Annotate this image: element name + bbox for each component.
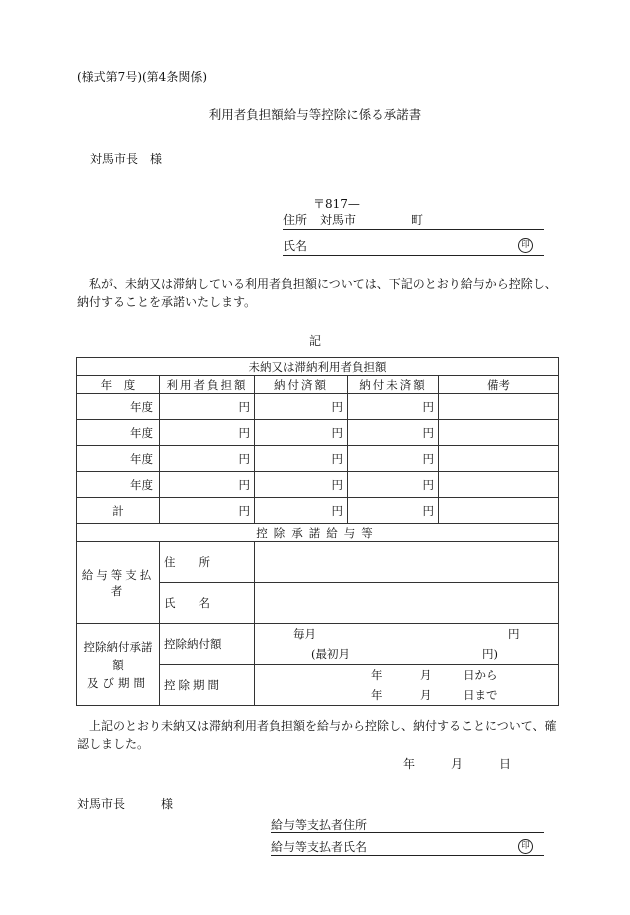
- date-year: 年: [403, 757, 416, 771]
- section-arrears-title: 未納又は滞納利用者負担額: [77, 358, 559, 376]
- section-deduction-title: 控除承諾給与等: [77, 524, 559, 542]
- deduction-approval-label-line1: 控除納付承諾額: [83, 639, 153, 672]
- table-row: [77, 472, 559, 498]
- col-unpaid-header: 納付未済額: [348, 376, 439, 394]
- first-month-yen: 円): [482, 647, 498, 661]
- remarks-cell: [439, 420, 559, 446]
- payer-address-underline: [271, 832, 544, 833]
- address-label: 住所: [283, 213, 308, 227]
- form-number: (様式第7号)(第4条関係): [77, 70, 207, 84]
- name-label: 氏名: [283, 239, 308, 253]
- postal-code: 〒817—: [313, 197, 360, 211]
- from-month: 月: [420, 668, 432, 682]
- total-row: [77, 498, 559, 524]
- burden-cell: 円: [160, 420, 255, 446]
- col-paid-header: 納付済額: [255, 376, 348, 394]
- table-row: [77, 420, 559, 446]
- addressee: 対馬市長 様: [90, 152, 163, 166]
- date-month: 月: [451, 757, 464, 771]
- year-cell: 年度: [77, 420, 160, 446]
- remarks-cell: [439, 446, 559, 472]
- unpaid-cell: 円: [348, 446, 439, 472]
- year-cell: 年度: [77, 394, 160, 420]
- payer-name-footer-label: 給与等支払者氏名: [271, 840, 368, 854]
- year-cell: 年度: [77, 446, 160, 472]
- payer-name-label: 氏 名: [160, 583, 255, 624]
- address-city: 対馬市: [320, 213, 357, 227]
- address-underline: [283, 229, 544, 230]
- payer-address-value: [255, 542, 559, 583]
- deduction-amount-value: [255, 624, 559, 665]
- confirmation-statement: 上記のとおり未納又は滞納利用者負担額を給与から控除し、納付することについて、確認しました。: [77, 719, 557, 751]
- name-underline: [283, 255, 544, 256]
- to-day: 日まで: [463, 688, 498, 702]
- deduction-approval-label: [77, 624, 160, 706]
- burden-cell: 円: [160, 394, 255, 420]
- seal-icon: 印: [518, 839, 533, 854]
- col-remarks-header: 備考: [439, 376, 559, 394]
- unpaid-cell: 円: [348, 472, 439, 498]
- payer-name-underline: [271, 855, 544, 856]
- deduction-period-label: 控除期間: [160, 665, 255, 706]
- remarks-cell: [439, 472, 559, 498]
- to-year: 年: [371, 688, 383, 702]
- deduction-period-value: [255, 665, 559, 706]
- total-label: 計: [77, 498, 160, 524]
- paid-cell: 円: [255, 420, 348, 446]
- total-unpaid-cell: 円: [348, 498, 439, 524]
- year-cell: 年度: [77, 472, 160, 498]
- payer-label: 給与等支払者: [77, 542, 160, 624]
- table-row: [77, 446, 559, 472]
- document-title: 利用者負担額給与等控除に係る承諾書: [208, 107, 422, 122]
- first-month-label: (最初月: [311, 647, 350, 661]
- deduction-table-main: [76, 357, 559, 706]
- paid-cell: 円: [255, 446, 348, 472]
- seal-icon: 印: [518, 238, 533, 253]
- from-day: 日から: [463, 668, 498, 682]
- from-year: 年: [371, 668, 383, 682]
- table-row: [77, 394, 559, 420]
- monthly-yen: 円: [508, 627, 520, 641]
- burden-cell: 円: [160, 472, 255, 498]
- deduction-amount-label: 控除納付額: [160, 624, 255, 665]
- unpaid-cell: 円: [348, 394, 439, 420]
- ki-label: 記: [308, 334, 321, 348]
- col-burden-header: 利用者負担額: [160, 376, 255, 394]
- to-month: 月: [420, 688, 432, 702]
- burden-cell: 円: [160, 446, 255, 472]
- payer-name-value: [255, 583, 559, 624]
- unpaid-cell: 円: [348, 420, 439, 446]
- date-day: 日: [499, 757, 512, 771]
- monthly-label: 毎月: [293, 627, 316, 641]
- deduction-approval-label-line2: 及び期間: [87, 675, 149, 690]
- addressee-footer: 対馬市長 様: [77, 797, 174, 811]
- total-burden-cell: 円: [160, 498, 255, 524]
- paid-cell: 円: [255, 394, 348, 420]
- total-paid-cell: 円: [255, 498, 348, 524]
- remarks-cell: [439, 394, 559, 420]
- total-remarks-cell: [439, 498, 559, 524]
- payer-address-label: 住 所: [160, 542, 255, 583]
- paid-cell: 円: [255, 472, 348, 498]
- col-year-header: 年 度: [77, 376, 160, 394]
- address-town: 町: [411, 213, 424, 227]
- payer-address-footer-label: 給与等支払者住所: [271, 818, 368, 832]
- consent-statement: 私が、未納又は滞納している利用者負担額については、下記のとおり給与から控除し、納付することを承諾いたします。: [77, 277, 557, 309]
